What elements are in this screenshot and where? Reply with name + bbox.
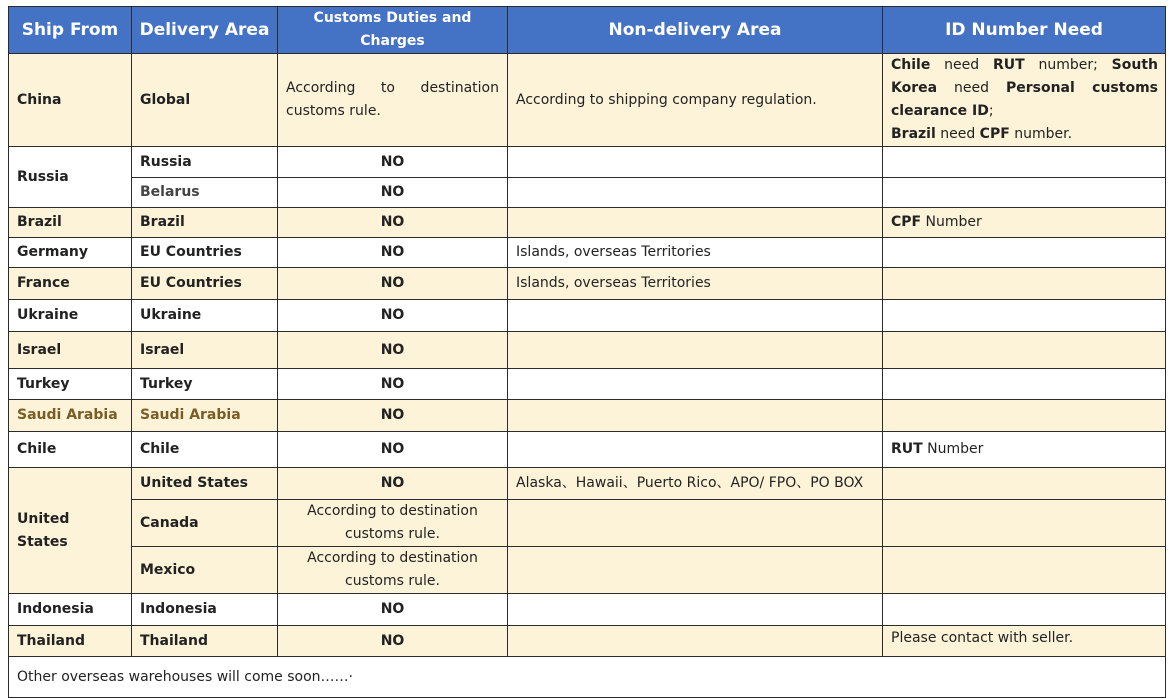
- id-country-south-korea: South Korea: [891, 57, 1158, 96]
- header-row: [9, 7, 1166, 54]
- id-text: Number: [921, 214, 982, 230]
- cell-ship-from: United States: [9, 468, 132, 594]
- table-row-brazil: [9, 208, 1166, 238]
- cell-customs: NO: [278, 626, 508, 657]
- cell-id-number: [883, 300, 1166, 332]
- table-row-mexico: [9, 547, 1166, 594]
- cell-id-number: Please contact with seller.: [883, 626, 1166, 657]
- cell-customs: NO: [278, 369, 508, 400]
- id-cpf: CPF: [891, 214, 922, 230]
- table-row-turkey: [9, 369, 1166, 400]
- footer-note: Other overseas warehouses will come soon……·: [9, 657, 1166, 698]
- table-row-russia: [9, 147, 1166, 178]
- cell-id-number: [883, 178, 1166, 208]
- cell-non-delivery: [508, 178, 883, 208]
- table-row-france: [9, 268, 1166, 300]
- header-customs-duties: Customs Duties and Charges: [278, 7, 508, 54]
- cell-non-delivery: Alaska、Hawaii、Puerto Rico、APO/ FPO、PO BOX: [508, 468, 883, 500]
- cell-non-delivery: [508, 369, 883, 400]
- cell-non-delivery: [508, 594, 883, 626]
- cell-delivery-area: Indonesia: [132, 594, 278, 626]
- id-text: Number: [922, 441, 984, 457]
- id-rut: RUT: [992, 57, 1025, 73]
- cell-ship-from: Saudi Arabia: [9, 400, 132, 432]
- cell-ship-from: China: [9, 54, 132, 147]
- id-rut: RUT: [891, 441, 923, 457]
- cell-customs: [278, 500, 508, 547]
- cell-non-delivery: [508, 208, 883, 238]
- id-text: number.: [1009, 126, 1073, 142]
- cell-non-delivery: [508, 547, 883, 594]
- customs-line-1: According to destination: [307, 503, 478, 519]
- cell-non-delivery: [508, 332, 883, 369]
- cell-non-delivery: [508, 432, 883, 468]
- cell-delivery-area: Israel: [132, 332, 278, 369]
- table-row-united-states: [9, 468, 1166, 500]
- id-country-chile: Chile: [891, 57, 931, 73]
- header-delivery-area: Delivery Area: [132, 7, 278, 54]
- cell-delivery-area: Chile: [132, 432, 278, 468]
- cell-id-number: [883, 547, 1166, 594]
- cell-non-delivery: [508, 300, 883, 332]
- cell-delivery-area: EU Countries: [132, 238, 278, 268]
- cell-ship-from: Germany: [9, 238, 132, 268]
- table-row-canada: [9, 500, 1166, 547]
- table-row-saudi-arabia: [9, 400, 1166, 432]
- cell-customs: [278, 54, 508, 147]
- id-cpf: CPF: [979, 126, 1010, 142]
- table-row-china: [9, 54, 1166, 147]
- cell-customs: [278, 547, 508, 594]
- table-footer-row: [9, 657, 1166, 698]
- cell-delivery-area: Belarus: [132, 178, 278, 208]
- cell-customs: NO: [278, 594, 508, 626]
- cell-customs: NO: [278, 300, 508, 332]
- header-ship-from: Ship From: [9, 7, 132, 54]
- cell-id-number: [883, 147, 1166, 178]
- cell-id-number: [883, 54, 1166, 147]
- cell-id-number: [883, 500, 1166, 547]
- cell-customs: NO: [278, 147, 508, 178]
- cell-ship-from: Israel: [9, 332, 132, 369]
- shipping-table-container: [8, 6, 1166, 698]
- cell-delivery-area: Canada: [132, 500, 278, 547]
- cell-ship-from: Ukraine: [9, 300, 132, 332]
- table-row-israel: [9, 332, 1166, 369]
- id-text: need: [937, 80, 1006, 96]
- cell-id-number: [883, 400, 1166, 432]
- id-text: need: [930, 57, 993, 73]
- cell-delivery-area: Saudi Arabia: [132, 400, 278, 432]
- cell-id-number: [883, 268, 1166, 300]
- id-personal-clearance: Personal customs clearance ID: [891, 80, 1158, 119]
- table-row-germany: [9, 238, 1166, 268]
- cell-customs: NO: [278, 178, 508, 208]
- cell-customs: NO: [278, 268, 508, 300]
- cell-delivery-area: Ukraine: [132, 300, 278, 332]
- id-text: ;: [988, 103, 994, 119]
- cell-customs: NO: [278, 468, 508, 500]
- cell-id-number: [883, 369, 1166, 400]
- cell-customs: NO: [278, 432, 508, 468]
- cell-id-number: [883, 594, 1166, 626]
- customs-line-1: According to destination: [286, 80, 499, 96]
- cell-delivery-area: Mexico: [132, 547, 278, 594]
- table-row-indonesia: [9, 594, 1166, 626]
- id-country-brazil: Brazil: [891, 126, 936, 142]
- table-row-thailand: [9, 626, 1166, 657]
- cell-delivery-area: EU Countries: [132, 268, 278, 300]
- table-row-ukraine: [9, 300, 1166, 332]
- shipping-table: [8, 6, 1166, 698]
- cell-id-number: [883, 238, 1166, 268]
- cell-ship-from: Brazil: [9, 208, 132, 238]
- cell-customs: NO: [278, 400, 508, 432]
- header-non-delivery-area: Non-delivery Area: [508, 7, 883, 54]
- cell-ship-from: France: [9, 268, 132, 300]
- cell-delivery-area: Brazil: [132, 208, 278, 238]
- cell-delivery-area: Russia: [132, 147, 278, 178]
- cell-customs: NO: [278, 208, 508, 238]
- customs-line-2: customs rule.: [345, 526, 440, 542]
- cell-non-delivery: [508, 500, 883, 547]
- cell-delivery-area: Turkey: [132, 369, 278, 400]
- cell-id-number: [883, 432, 1166, 468]
- cell-ship-from: Turkey: [9, 369, 132, 400]
- cell-delivery-area: Thailand: [132, 626, 278, 657]
- cell-delivery-area: United States: [132, 468, 278, 500]
- cell-delivery-area: Global: [132, 54, 278, 147]
- cell-id-number: [883, 468, 1166, 500]
- customs-line-1: According to destination: [307, 550, 478, 566]
- cell-non-delivery: Islands, overseas Territories: [508, 238, 883, 268]
- cell-non-delivery: According to shipping company regulation.: [508, 54, 883, 147]
- id-text: need: [935, 126, 980, 142]
- cell-id-number: [883, 332, 1166, 369]
- header-id-number-need: ID Number Need: [883, 7, 1166, 54]
- cell-customs: NO: [278, 332, 508, 369]
- customs-line-2: customs rule.: [286, 103, 381, 119]
- cell-customs: NO: [278, 238, 508, 268]
- customs-line-2: customs rule.: [345, 573, 440, 589]
- cell-non-delivery: [508, 147, 883, 178]
- cell-non-delivery: [508, 626, 883, 657]
- table-row-chile: [9, 432, 1166, 468]
- cell-ship-from: Chile: [9, 432, 132, 468]
- cell-non-delivery: Islands, overseas Territories: [508, 268, 883, 300]
- cell-ship-from: Thailand: [9, 626, 132, 657]
- table-row-belarus: [9, 178, 1166, 208]
- id-text: number;: [1024, 57, 1112, 73]
- cell-ship-from: Indonesia: [9, 594, 132, 626]
- cell-non-delivery: [508, 400, 883, 432]
- cell-id-number: [883, 208, 1166, 238]
- cell-ship-from: Russia: [9, 147, 132, 208]
